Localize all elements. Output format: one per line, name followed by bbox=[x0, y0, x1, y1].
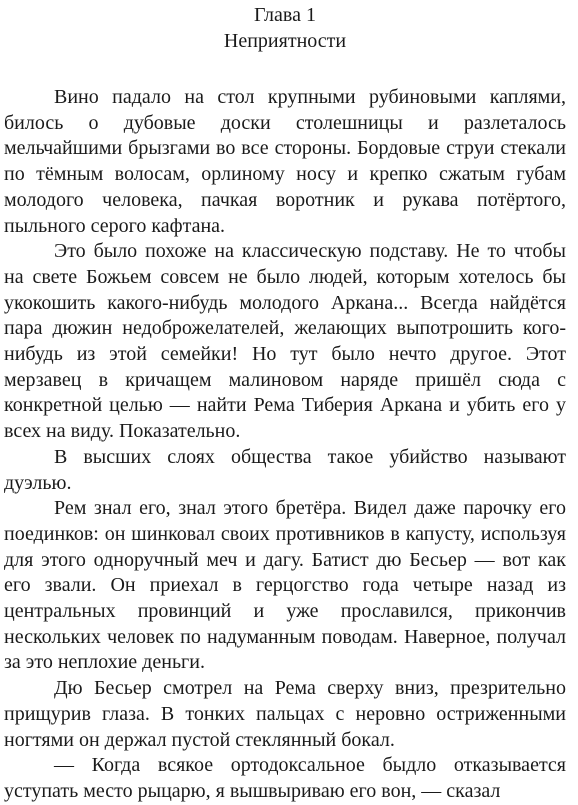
paragraph: — Когда всякое ортодоксальное быдло отказывается уступать место рыцарю, я вышвыриваю его вон, — сказал bbox=[4, 754, 566, 802]
paragraph: Дю Бесьер смотрел на Рема сверху вниз, презрительно прищурив глаза. В тонких пальцах с неровно остриженными ногтями он держал пустой стеклянный бокал. bbox=[4, 677, 566, 751]
paragraph: Рем знал его, знал этого бретёра. Видел даже парочку его поединков: он шинковал своих противников в капусту, используя для этого одноручный меч и дагу. Батист дю Бесьер — вот как его звали. Он приехал в герцогство года четыре назад из центральных провинций и уже прославился, прикончив нескольких человек по надуманным поводам. Наверное, получал за это неплохие деньги. bbox=[4, 497, 566, 674]
paragraph: Это было похоже на классическую подставу. Не то чтобы на свете Божьем совсем не было людей, которым хотелось бы укокошить какого-нибудь молодого Аркана... Всегда найдётся пара дюжин недоброжелателей, желающих выпотрошить кого-нибудь из этой семейки! Но тут было нечто другое. Этот мерзавец в кричащем малиновом наряде пришёл сюда с конкретной целью — найти Рема Тиберия Аркана и убить его у всех на виду. Показательно. bbox=[4, 240, 566, 443]
chapter-title: Неприятности bbox=[223, 30, 347, 52]
paragraph: В высших слоях общества такое убийство называют дуэлью. bbox=[4, 445, 566, 494]
chapter-number: Глава 1 bbox=[254, 4, 316, 26]
paragraph: Вино падало на стол крупными рубиновыми каплями, билось о дубовые доски столешницы и разлеталось мельчайшими брызгами во все стороны. Бордовые струи стекали по тёмным волосам, орлиному носу и крепко сжатым губам молодого человека, пачкая воротник и рукава потёртого, пыльного серого кафтана. bbox=[4, 86, 566, 237]
